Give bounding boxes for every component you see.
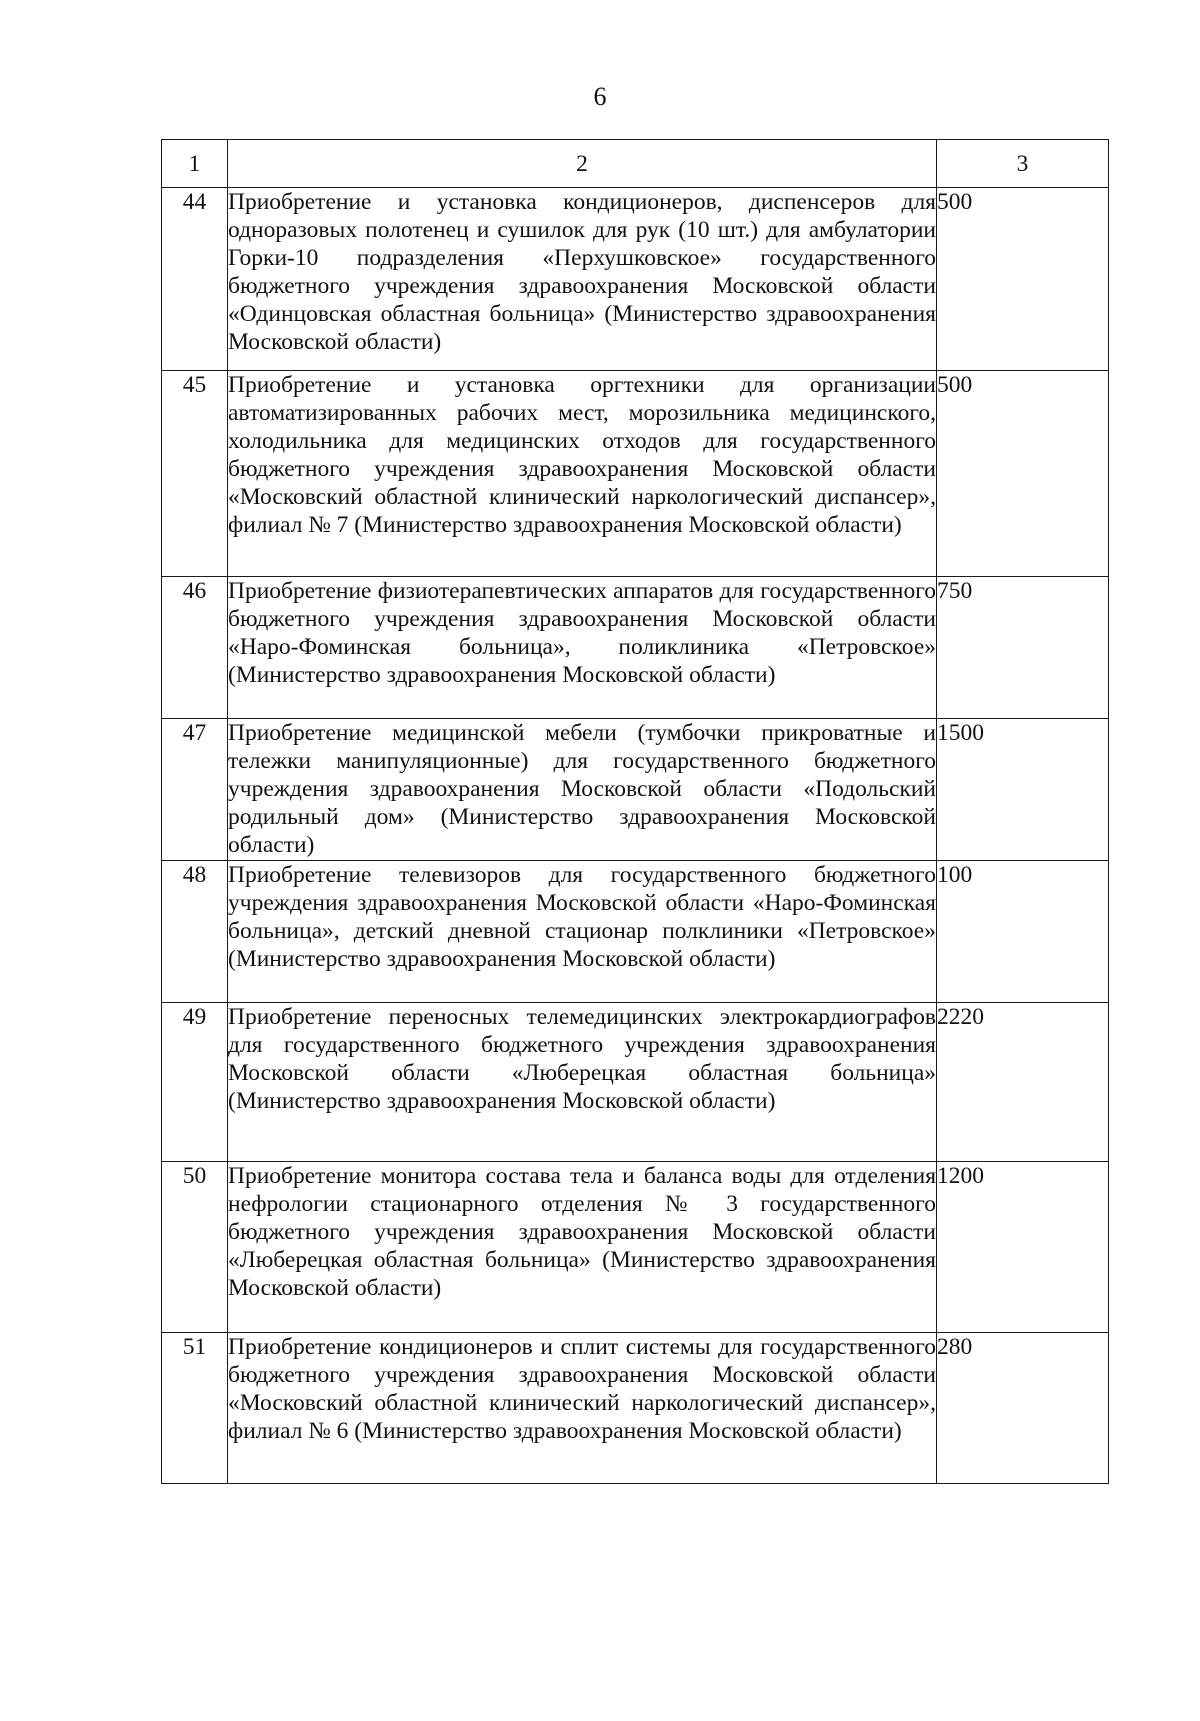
row-amount: 1200 [937, 1162, 1109, 1333]
column-header-amount: 3 [937, 140, 1109, 188]
row-description: Приобретение кондиционеров и сплит системы для государственного бюджетного учреждения здравоохранения Московской области «Московский областной клинический наркологический диспансер», филиал № 6 (Министерство здравоохранения Московской области) [228, 1333, 937, 1484]
table-header-row [162, 140, 1109, 188]
table-row [162, 719, 1109, 861]
row-number: 49 [162, 1003, 228, 1162]
table-row [162, 188, 1109, 371]
page-number: 6 [593, 82, 607, 111]
row-description: Приобретение медицинской мебели (тумбочки прикроватные и тележки манипуляционные) для государственного бюджетного учреждения здравоохранения Московской области «Подольский родильный дом» (Министерство здравоохранения Московской области) [228, 719, 937, 861]
expenditure-table [161, 139, 1109, 1484]
row-number: 50 [162, 1162, 228, 1333]
table-row [162, 1162, 1109, 1333]
row-description: Приобретение физиотерапевтических аппаратов для государственного бюджетного учреждения здравоохранения Московской области «Наро-Фоминская больница», поликлиника «Петровское» (Министерство здравоохранения Московской области) [228, 577, 937, 719]
row-description: Приобретение и установка оргтехники для организации автоматизированных рабочих мест, морозильника медицинского, холодильника для медицинских отходов для государственного бюджетного учреждения здравоохранения Московской области «Московский областной клинический наркологический диспансер», филиал № 7 (Министерство здравоохранения Московской области) [228, 371, 937, 577]
column-header-number: 1 [162, 140, 228, 188]
row-amount: 500 [937, 188, 1109, 371]
table-row [162, 861, 1109, 1003]
row-description: Приобретение телевизоров для государственного бюджетного учреждения здравоохранения Московской области «Наро-Фоминская больница», детский дневной стационар полклиники «Петровское» (Министерство здравоохранения Московской области) [228, 861, 937, 1003]
row-amount: 1500 [937, 719, 1109, 861]
table-row [162, 1003, 1109, 1162]
row-number: 44 [162, 188, 228, 371]
row-amount: 2220 [937, 1003, 1109, 1162]
row-amount: 100 [937, 861, 1109, 1003]
row-amount: 280 [937, 1333, 1109, 1484]
row-description: Приобретение и установка кондиционеров, диспенсеров для одноразовых полотенец и сушилок для рук (10 шт.) для амбулатории Горки-10 подразделения «Перхушковское» государственного бюджетного учреждения здравоохранения Московской области «Одинцовская областная больница» (Министерство здравоохранения Московской области) [228, 188, 937, 371]
row-number: 47 [162, 719, 228, 861]
row-number: 51 [162, 1333, 228, 1484]
table-row [162, 577, 1109, 719]
row-amount: 500 [937, 371, 1109, 577]
column-header-description: 2 [228, 140, 937, 188]
row-number: 48 [162, 861, 228, 1003]
table-row [162, 371, 1109, 577]
table-row [162, 1333, 1109, 1484]
row-number: 46 [162, 577, 228, 719]
row-number: 45 [162, 371, 228, 577]
row-description: Приобретение монитора состава тела и баланса воды для отделения нефрологии стационарного отделения № 3 государственного бюджетного учреждения здравоохранения Московской области «Люберецкая областная больница» (Министерство здравоохранения Московской области) [228, 1162, 937, 1333]
row-amount: 750 [937, 577, 1109, 719]
row-description: Приобретение переносных телемедицинских электрокардиографов для государственного бюджетного учреждения здравоохранения Московской области «Люберецкая областная больница» (Министерство здравоохранения Московской области) [228, 1003, 937, 1162]
